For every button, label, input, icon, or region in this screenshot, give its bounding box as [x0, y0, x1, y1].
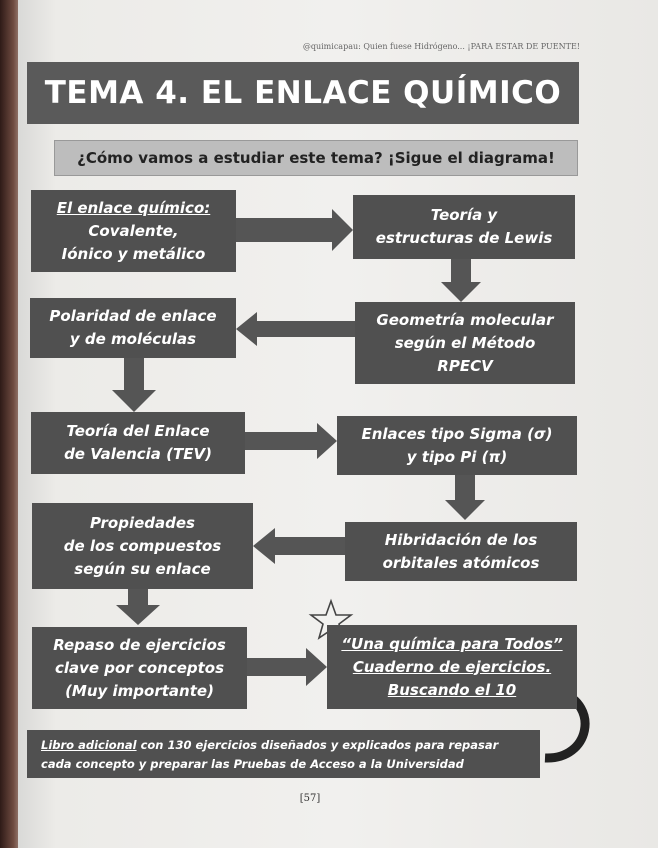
arrow-enlace-to-lewis — [236, 209, 353, 251]
node-sigma-pi — [337, 416, 577, 475]
footer-link: Libro adicional — [41, 738, 137, 752]
arrow-tev-to-sigma — [245, 423, 337, 459]
footer-box — [27, 730, 540, 778]
node-line: de los compuestos — [63, 536, 222, 555]
node-line: clave por conceptos — [54, 658, 225, 677]
node-line: y de moléculas — [69, 330, 197, 348]
node-line: orbitales atómicos — [382, 553, 540, 572]
node-line: Repaso de ejercicios — [53, 635, 226, 654]
arrow-repaso-to-cuaderno — [247, 648, 327, 686]
node-line: de Valencia (TEV) — [64, 445, 212, 463]
node-line: Geometría molecular — [376, 310, 554, 329]
footer-line1: con 130 ejercicios diseñados y explicados para repasar — [136, 738, 499, 752]
header-note: @quimicapau: Quien fuese Hidrógeno... ¡PARA ESTAR DE PUENTE! — [302, 42, 580, 51]
node-line: y tipo Pi (π) — [406, 447, 508, 466]
node-line: según su enlace — [74, 559, 211, 578]
node-line: Enlaces tipo Sigma (σ) — [361, 424, 553, 443]
page-title: TEMA 4. EL ENLACE QUÍMICO — [44, 75, 562, 111]
node-repaso — [32, 627, 247, 709]
node-line: Iónico y metálico — [61, 244, 206, 263]
node-line: Teoría y — [430, 206, 498, 224]
arrow-lewis-to-geometria — [441, 258, 481, 302]
page-number: [57] — [299, 793, 321, 804]
arrow-sigma-to-hibridacion — [445, 475, 485, 520]
node-line: estructuras de Lewis — [375, 229, 553, 247]
node-tev — [31, 412, 245, 474]
node-polaridad — [30, 298, 236, 358]
node-lewis — [353, 195, 575, 259]
node-line: Propiedades — [90, 513, 195, 532]
node-enlace-quimico — [31, 190, 236, 272]
node-line: (Muy importante) — [65, 681, 214, 700]
node-line: según el Método — [394, 333, 536, 352]
node-cuaderno — [327, 625, 577, 709]
node-line: RPECV — [437, 356, 493, 375]
node-enlace-heading: El enlace químico: — [56, 198, 211, 217]
arrow-polaridad-to-tev — [112, 358, 156, 412]
node-hibridacion — [345, 522, 577, 581]
arrow-geometria-to-polaridad — [236, 312, 355, 346]
node-propiedades — [32, 503, 253, 589]
node-line: “Una química para Todos” — [341, 634, 563, 653]
node-line: Teoría del Enlace — [66, 422, 210, 440]
node-line: Polaridad de enlace — [49, 307, 217, 325]
node-line: Hibridación de los — [384, 530, 538, 549]
arrow-propiedades-to-repaso — [116, 589, 160, 625]
footer-line2: cada concepto y preparar las Pruebas de Acceso a la Universidad — [41, 757, 464, 771]
arrow-hibridacion-to-propiedades — [253, 528, 345, 564]
node-line: Buscando el 10 — [387, 680, 517, 699]
node-line: Cuaderno de ejercicios. — [352, 657, 552, 676]
subtitle: ¿Cómo vamos a estudiar este tema? ¡Sigue el diagrama! — [54, 140, 578, 176]
node-geometria — [355, 302, 575, 384]
node-line: Covalente, — [88, 221, 179, 240]
